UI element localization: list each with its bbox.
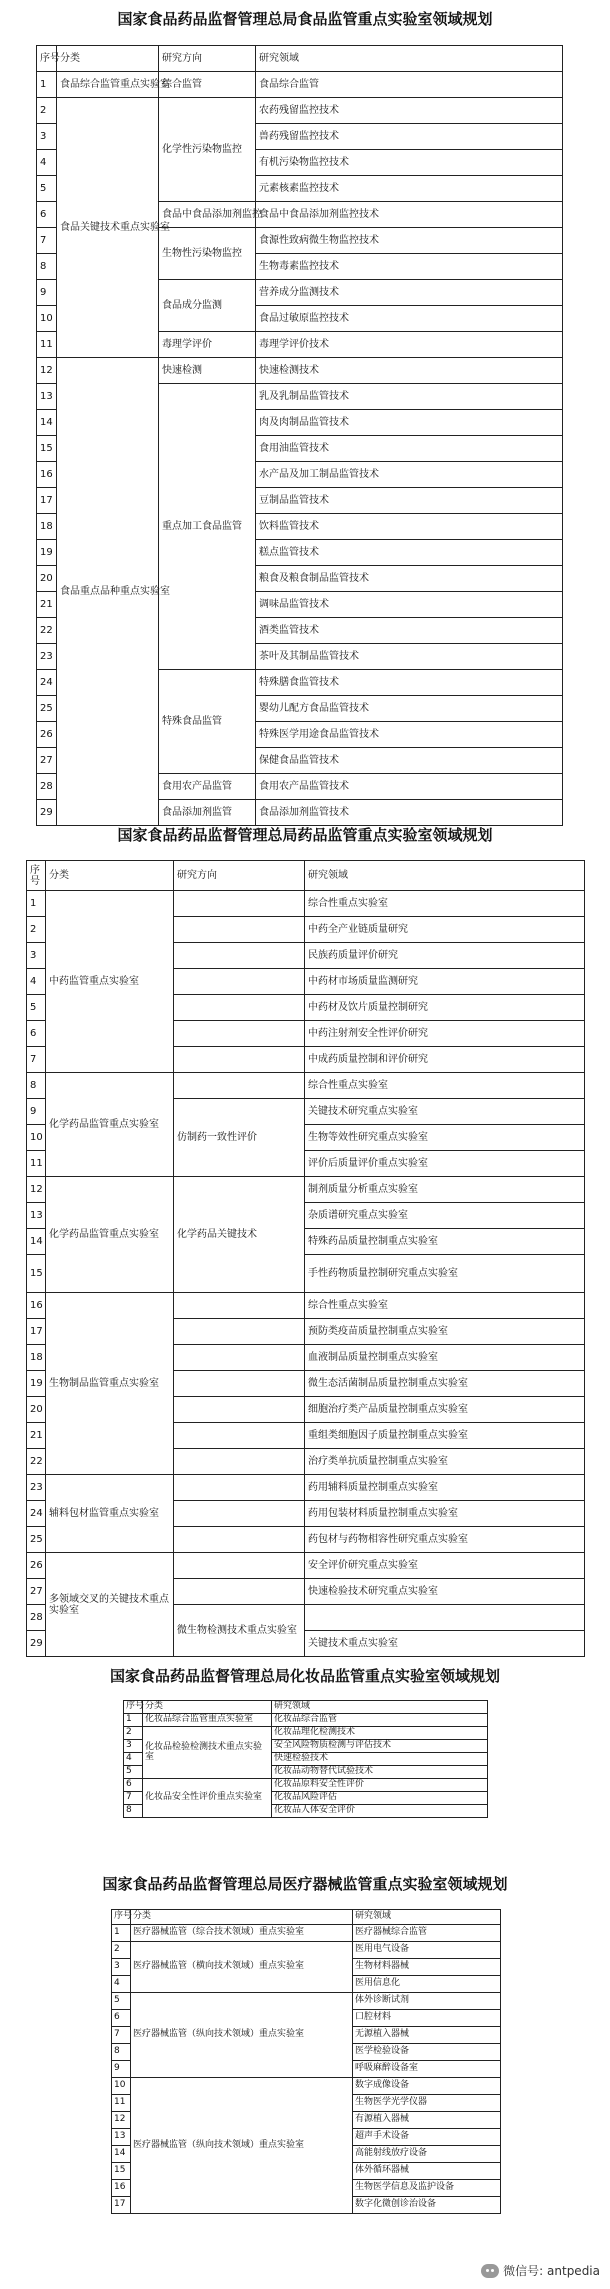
row-number: 10 (27, 1125, 46, 1151)
row-number: 6 (124, 1779, 143, 1792)
field-cell: 调味品监管技术 (256, 592, 563, 618)
drug-lab-table (26, 860, 585, 1657)
direction-cell: 食品中食品添加剂监控 (159, 202, 256, 228)
category-cell: 医疗器械监管（纵向技术领域）重点实验室 (131, 1993, 353, 2078)
row-number: 1 (27, 891, 46, 917)
row-number: 17 (27, 1319, 46, 1345)
row-number: 3 (124, 1740, 143, 1753)
direction-cell: 仿制药一致性评价 (174, 1099, 305, 1177)
field-cell: 数字成像设备 (353, 2078, 501, 2095)
wechat-watermark (481, 2262, 600, 2279)
row-number: 18 (37, 514, 57, 540)
row-number: 2 (112, 1942, 131, 1959)
row-number: 14 (27, 1229, 46, 1255)
table-row (27, 1177, 585, 1203)
row-number: 5 (124, 1766, 143, 1779)
field-cell: 中药材及饮片质量控制研究 (305, 995, 585, 1021)
direction-cell: 快速检测 (159, 358, 256, 384)
direction-cell (174, 1579, 305, 1605)
field-cell: 生物材料器械 (353, 1959, 501, 1976)
row-number: 2 (124, 1727, 143, 1740)
direction-cell (174, 1073, 305, 1099)
direction-cell (174, 1527, 305, 1553)
row-number: 11 (112, 2095, 131, 2112)
row-number: 28 (27, 1605, 46, 1631)
field-cell: 综合性重点实验室 (305, 1073, 585, 1099)
row-number: 22 (27, 1449, 46, 1475)
field-cell: 预防类疫苗质量控制重点实验室 (305, 1319, 585, 1345)
table-row (37, 98, 563, 124)
field-cell (305, 1605, 585, 1631)
direction-cell (174, 1475, 305, 1501)
field-cell: 药用包装材料质量控制重点实验室 (305, 1501, 585, 1527)
field-cell: 血液制品质量控制重点实验室 (305, 1345, 585, 1371)
field-cell: 食用农产品监管技术 (256, 774, 563, 800)
field-cell: 元素核素监控技术 (256, 176, 563, 202)
field-cell: 化妆品原料安全性评价 (272, 1779, 488, 1792)
field-cell: 关键技术重点实验室 (305, 1631, 585, 1657)
category-cell: 化学药品监管重点实验室 (46, 1073, 174, 1177)
header-cell: 序号 (124, 1701, 143, 1714)
field-cell: 水产品及加工制品监管技术 (256, 462, 563, 488)
row-number: 14 (37, 410, 57, 436)
row-number: 15 (37, 436, 57, 462)
field-cell: 农药残留监控技术 (256, 98, 563, 124)
header-cell: 研究领域 (305, 861, 585, 891)
row-number: 13 (112, 2129, 131, 2146)
table-row (124, 1779, 488, 1792)
field-cell: 手性药物质量控制研究重点实验室 (305, 1255, 585, 1293)
category-cell: 食品关键技术重点实验室 (57, 98, 159, 358)
field-cell: 生物医学信息及监护设备 (353, 2180, 501, 2197)
row-number: 1 (124, 1714, 143, 1727)
direction-cell (174, 1501, 305, 1527)
field-cell: 化妆品人体安全评价 (272, 1805, 488, 1818)
row-number: 20 (27, 1397, 46, 1423)
field-cell: 酒类监管技术 (256, 618, 563, 644)
field-cell: 口腔材料 (353, 2010, 501, 2027)
field-cell: 快速检测技术 (256, 358, 563, 384)
field-cell: 化妆品综合监管 (272, 1714, 488, 1727)
row-number: 10 (112, 2078, 131, 2095)
field-cell: 食品过敏原监控技术 (256, 306, 563, 332)
row-number: 22 (37, 618, 57, 644)
row-number: 7 (37, 228, 57, 254)
direction-cell (174, 969, 305, 995)
category-cell: 食品重点品种重点实验室 (57, 358, 159, 826)
row-number: 23 (37, 644, 57, 670)
field-cell: 重组类细胞因子质量控制重点实验室 (305, 1423, 585, 1449)
field-cell: 糕点监管技术 (256, 540, 563, 566)
section4-title: 国家食品药品监督管理总局医疗器械监管重点实验室领域规划 (102, 1875, 508, 1893)
category-cell: 中药监管重点实验室 (46, 891, 174, 1073)
field-cell: 高能射线放疗设备 (353, 2146, 501, 2163)
row-number: 11 (27, 1151, 46, 1177)
field-cell: 医用电气设备 (353, 1942, 501, 1959)
field-cell: 快速检验技术研究重点实验室 (305, 1579, 585, 1605)
table-row (27, 1553, 585, 1579)
row-number: 21 (27, 1423, 46, 1449)
row-number: 4 (112, 1976, 131, 1993)
table-row (27, 1073, 585, 1099)
row-number: 7 (27, 1047, 46, 1073)
row-number: 4 (124, 1753, 143, 1766)
field-cell: 医疗器械综合监管 (353, 1925, 501, 1942)
field-cell: 生物毒素监控技术 (256, 254, 563, 280)
field-cell: 毒理学评价技术 (256, 332, 563, 358)
field-cell: 治疗类单抗质量控制重点实验室 (305, 1449, 585, 1475)
row-number: 14 (112, 2146, 131, 2163)
header-cell: 分类 (57, 46, 159, 72)
category-cell: 化妆品安全性评价重点实验室 (143, 1779, 272, 1818)
table-row (112, 1942, 501, 1959)
row-number: 12 (37, 358, 57, 384)
table-row (27, 1293, 585, 1319)
row-number: 17 (112, 2197, 131, 2214)
field-cell: 体外循环器械 (353, 2163, 501, 2180)
row-number: 20 (37, 566, 57, 592)
direction-cell: 化学性污染物监控 (159, 98, 256, 202)
field-cell: 细胞治疗类产品质量控制重点实验室 (305, 1397, 585, 1423)
field-cell: 粮食及粮食制品监管技术 (256, 566, 563, 592)
row-number: 3 (112, 1959, 131, 1976)
watermark-text: 微信号: antpedia (503, 2264, 600, 2278)
field-cell: 豆制品监管技术 (256, 488, 563, 514)
field-cell: 中药注射剂安全性评价研究 (305, 1021, 585, 1047)
direction-cell: 毒理学评价 (159, 332, 256, 358)
table-header-row (37, 46, 563, 72)
field-cell: 药用辅料质量控制重点实验室 (305, 1475, 585, 1501)
field-cell: 生物医学光学仪器 (353, 2095, 501, 2112)
field-cell: 茶叶及其制品监管技术 (256, 644, 563, 670)
row-number: 2 (37, 98, 57, 124)
row-number: 9 (27, 1099, 46, 1125)
section2-title: 国家食品药品监督管理总局药品监管重点实验室领域规划 (117, 826, 493, 844)
row-number: 6 (27, 1021, 46, 1047)
section1-title: 国家食品药品监督管理总局食品监管重点实验室领域规划 (117, 10, 493, 28)
field-cell: 评价后质量评价重点实验室 (305, 1151, 585, 1177)
row-number: 12 (27, 1177, 46, 1203)
header-cell: 研究领域 (353, 1910, 501, 1925)
row-number: 19 (37, 540, 57, 566)
row-number: 16 (37, 462, 57, 488)
row-number: 24 (37, 670, 57, 696)
row-number: 9 (37, 280, 57, 306)
field-cell: 关键技术研究重点实验室 (305, 1099, 585, 1125)
row-number: 5 (27, 995, 46, 1021)
direction-cell (174, 1449, 305, 1475)
field-cell: 制剂质量分析重点实验室 (305, 1177, 585, 1203)
row-number: 11 (37, 332, 57, 358)
field-cell: 有源植入器械 (353, 2112, 501, 2129)
field-cell: 兽药残留监控技术 (256, 124, 563, 150)
category-cell: 化学药品监管重点实验室 (46, 1177, 174, 1293)
field-cell: 饮料监管技术 (256, 514, 563, 540)
direction-cell (174, 917, 305, 943)
row-number: 27 (37, 748, 57, 774)
field-cell: 药包材与药物相容性研究重点实验室 (305, 1527, 585, 1553)
row-number: 9 (112, 2061, 131, 2078)
row-number: 25 (27, 1527, 46, 1553)
table-row (27, 891, 585, 917)
field-cell: 食品添加剂监管技术 (256, 800, 563, 826)
row-number: 6 (112, 2010, 131, 2027)
direction-cell (174, 1423, 305, 1449)
category-cell: 化妆品综合监管重点实验室 (143, 1714, 272, 1727)
direction-cell: 食品成分监测 (159, 280, 256, 332)
header-cell: 序号 (112, 1910, 131, 1925)
field-cell: 综合性重点实验室 (305, 891, 585, 917)
row-number: 1 (112, 1925, 131, 1942)
row-number: 24 (27, 1501, 46, 1527)
field-cell: 微生态活菌制品质量控制重点实验室 (305, 1371, 585, 1397)
direction-cell: 特殊食品监管 (159, 670, 256, 774)
row-number: 5 (37, 176, 57, 202)
direction-cell (174, 1397, 305, 1423)
category-cell: 食品综合监管重点实验室 (57, 72, 159, 98)
field-cell: 中药材市场质量监测研究 (305, 969, 585, 995)
row-number: 15 (112, 2163, 131, 2180)
direction-cell: 重点加工食品监管 (159, 384, 256, 670)
field-cell: 中成药质量控制和评价研究 (305, 1047, 585, 1073)
row-number: 6 (37, 202, 57, 228)
table-row (37, 358, 563, 384)
header-cell: 研究领域 (256, 46, 563, 72)
row-number: 1 (37, 72, 57, 98)
direction-cell: 生物性污染物监控 (159, 228, 256, 280)
medical-device-lab-table (111, 1909, 501, 2214)
field-cell: 杂质谱研究重点实验室 (305, 1203, 585, 1229)
row-number: 26 (37, 722, 57, 748)
field-cell: 有机污染物监控技术 (256, 150, 563, 176)
category-cell: 化妆品检验检测技术重点实验室 (143, 1727, 272, 1779)
row-number: 16 (112, 2180, 131, 2197)
direction-cell (174, 1345, 305, 1371)
row-number: 19 (27, 1371, 46, 1397)
direction-cell: 微生物检测技术重点实验室 (174, 1605, 305, 1657)
category-cell: 辅料包材监管重点实验室 (46, 1475, 174, 1553)
field-cell: 化妆品风险评估 (272, 1792, 488, 1805)
header-cell: 研究领域 (272, 1701, 488, 1714)
category-cell: 医疗器械监管（综合技术领域）重点实验室 (131, 1925, 353, 1942)
row-number: 17 (37, 488, 57, 514)
row-number: 5 (112, 1993, 131, 2010)
field-cell: 化妆品动物替代试验技术 (272, 1766, 488, 1779)
direction-cell (174, 891, 305, 917)
row-number: 13 (37, 384, 57, 410)
direction-cell (174, 1047, 305, 1073)
header-cell: 研究方向 (174, 861, 305, 891)
field-cell: 医用信息化 (353, 1976, 501, 1993)
table-row (112, 1993, 501, 2010)
row-number: 8 (124, 1805, 143, 1818)
table-row (124, 1727, 488, 1740)
row-number: 21 (37, 592, 57, 618)
field-cell: 食品中食品添加剂监控技术 (256, 202, 563, 228)
row-number: 15 (27, 1255, 46, 1293)
row-number: 16 (27, 1293, 46, 1319)
header-cell: 分类 (46, 861, 174, 891)
header-cell: 研究方向 (159, 46, 256, 72)
table-row (124, 1714, 488, 1727)
category-cell: 医疗器械监管（纵向技术领域）重点实验室 (131, 2078, 353, 2214)
section3-title: 国家食品药品监督管理总局化妆品监管重点实验室领域规划 (109, 1667, 500, 1685)
row-number: 4 (27, 969, 46, 995)
row-number: 8 (37, 254, 57, 280)
row-number: 27 (27, 1579, 46, 1605)
direction-cell: 食品添加剂监管 (159, 800, 256, 826)
row-number: 8 (112, 2044, 131, 2061)
category-cell: 医疗器械监管（横向技术领域）重点实验室 (131, 1942, 353, 1993)
direction-cell (174, 1021, 305, 1047)
row-number: 3 (37, 124, 57, 150)
header-cell: 序号 (27, 861, 46, 891)
direction-cell (174, 1371, 305, 1397)
field-cell: 安全评价研究重点实验室 (305, 1553, 585, 1579)
field-cell: 肉及肉制品监管技术 (256, 410, 563, 436)
direction-cell (174, 995, 305, 1021)
field-cell: 体外诊断试剂 (353, 1993, 501, 2010)
field-cell: 食用油监管技术 (256, 436, 563, 462)
row-number: 4 (37, 150, 57, 176)
field-cell: 特殊膳食监管技术 (256, 670, 563, 696)
wechat-icon (481, 2264, 499, 2278)
row-number: 12 (112, 2112, 131, 2129)
direction-cell: 食用农产品监管 (159, 774, 256, 800)
field-cell: 安全风险物质检测与评估技术 (272, 1740, 488, 1753)
row-number: 7 (112, 2027, 131, 2044)
table-row (27, 1475, 585, 1501)
row-number: 23 (27, 1475, 46, 1501)
food-lab-table (36, 45, 563, 826)
field-cell: 快速检验技术 (272, 1753, 488, 1766)
row-number: 7 (124, 1792, 143, 1805)
field-cell: 数字化微创诊治设备 (353, 2197, 501, 2214)
table-header-row (124, 1701, 488, 1714)
field-cell: 民族药质量评价研究 (305, 943, 585, 969)
field-cell: 食品综合监管 (256, 72, 563, 98)
cosmetics-lab-table (123, 1700, 488, 1818)
table-row (112, 1925, 501, 1942)
row-number: 28 (37, 774, 57, 800)
direction-cell (174, 1293, 305, 1319)
field-cell: 特殊医学用途食品监管技术 (256, 722, 563, 748)
header-cell: 分类 (131, 1910, 353, 1925)
direction-cell (174, 943, 305, 969)
direction-cell (174, 1553, 305, 1579)
field-cell: 呼吸麻醉设备室 (353, 2061, 501, 2078)
field-cell: 医学检验设备 (353, 2044, 501, 2061)
field-cell: 中药全产业链质量研究 (305, 917, 585, 943)
row-number: 25 (37, 696, 57, 722)
direction-cell (174, 1319, 305, 1345)
field-cell: 特殊药品质量控制重点实验室 (305, 1229, 585, 1255)
field-cell: 综合性重点实验室 (305, 1293, 585, 1319)
field-cell: 超声手术设备 (353, 2129, 501, 2146)
field-cell: 保健食品监管技术 (256, 748, 563, 774)
field-cell: 婴幼儿配方食品监管技术 (256, 696, 563, 722)
table-row (112, 2078, 501, 2095)
row-number: 3 (27, 943, 46, 969)
category-cell: 多领域交叉的关键技术重点实验室 (46, 1553, 174, 1657)
direction-cell: 化学药品关键技术 (174, 1177, 305, 1293)
category-cell: 生物制品监管重点实验室 (46, 1293, 174, 1475)
field-cell: 生物等效性研究重点实验室 (305, 1125, 585, 1151)
table-row (37, 72, 563, 98)
header-cell: 序号 (37, 46, 57, 72)
row-number: 13 (27, 1203, 46, 1229)
row-number: 18 (27, 1345, 46, 1371)
field-cell: 食源性致病微生物监控技术 (256, 228, 563, 254)
row-number: 2 (27, 917, 46, 943)
header-cell: 分类 (143, 1701, 272, 1714)
direction-cell: 综合监管 (159, 72, 256, 98)
field-cell: 化妆品理化检测技术 (272, 1727, 488, 1740)
table-header-row (27, 861, 585, 891)
field-cell: 营养成分监测技术 (256, 280, 563, 306)
field-cell: 无源植入器械 (353, 2027, 501, 2044)
row-number: 29 (37, 800, 57, 826)
row-number: 8 (27, 1073, 46, 1099)
row-number: 26 (27, 1553, 46, 1579)
row-number: 10 (37, 306, 57, 332)
field-cell: 乳及乳制品监管技术 (256, 384, 563, 410)
row-number: 29 (27, 1631, 46, 1657)
table-header-row (112, 1910, 501, 1925)
